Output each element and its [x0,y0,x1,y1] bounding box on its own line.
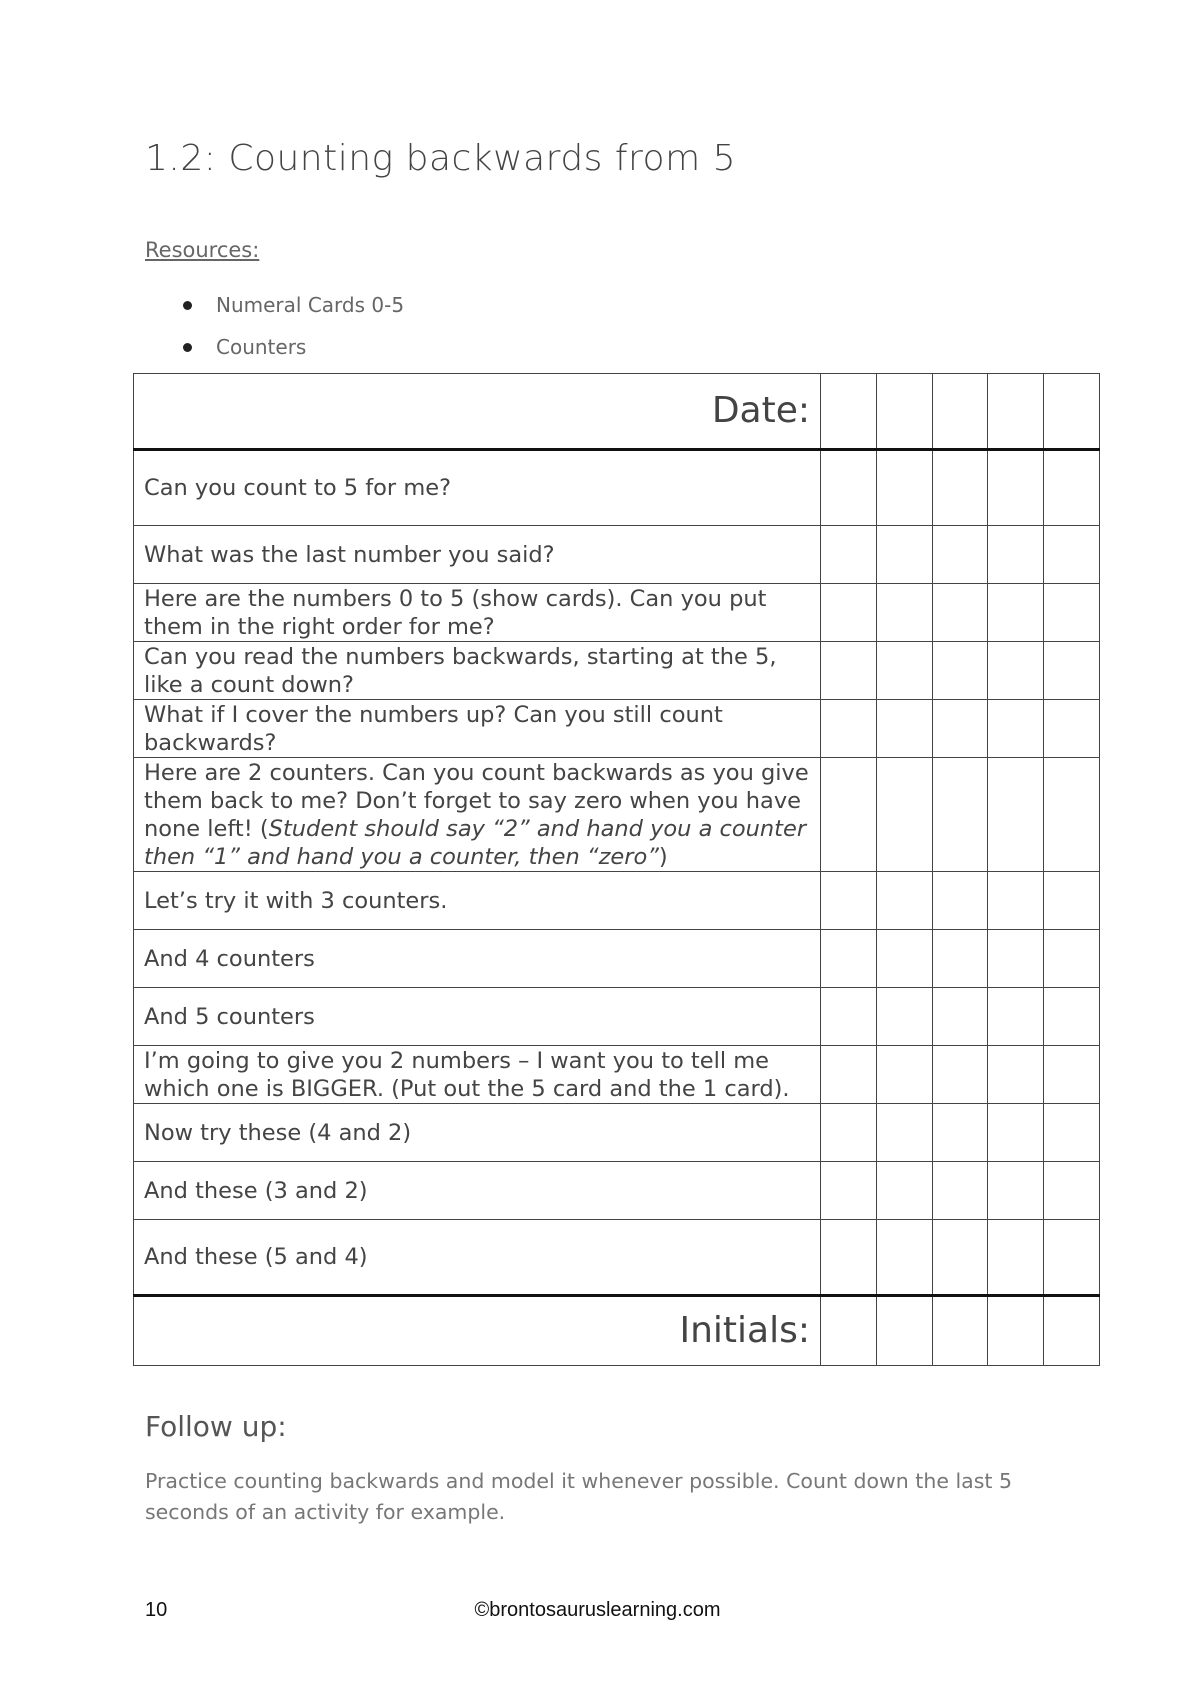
check-cell[interactable] [1044,872,1100,930]
check-cell[interactable] [932,872,988,930]
check-cell[interactable] [1044,1104,1100,1162]
question-main-text: Let’s try it with 3 counters. [144,887,448,914]
page-title: 1.2: Counting backwards from 5 [145,138,736,179]
check-cell[interactable] [1044,1162,1100,1220]
check-cell[interactable] [932,526,988,584]
check-cell[interactable] [932,642,988,700]
check-cell[interactable] [988,642,1044,700]
check-cell[interactable] [988,1162,1044,1220]
check-cell[interactable] [876,526,932,584]
question-row [134,1104,1100,1162]
check-cell[interactable] [932,930,988,988]
check-cell[interactable] [988,584,1044,642]
question-text [134,1220,821,1296]
check-cell[interactable] [1044,450,1100,526]
question-text [134,584,821,642]
check-cell[interactable] [876,872,932,930]
question-text [134,1046,821,1104]
question-main-text: And 5 counters [144,1003,315,1030]
check-cell[interactable] [932,1220,988,1296]
date-label: Date: [134,374,821,450]
question-row [134,1046,1100,1104]
question-text [134,700,821,758]
followup-text: Practice counting backwards and model it whenever possible. Count down the last 5 seconds of an activity for example. [145,1469,1013,1524]
check-cell[interactable] [932,758,988,872]
check-cell[interactable] [821,758,877,872]
check-cell[interactable] [932,1162,988,1220]
check-cell[interactable] [876,642,932,700]
check-cell[interactable] [1044,642,1100,700]
check-cell[interactable] [988,700,1044,758]
check-cell[interactable] [932,450,988,526]
check-cell[interactable] [821,988,877,1046]
resource-item: Numeral Cards 0-5 [180,290,404,332]
check-cell[interactable] [876,450,932,526]
check-cell[interactable] [876,930,932,988]
question-text [134,450,821,526]
question-text [134,642,821,700]
date-cell[interactable] [988,374,1044,450]
question-main-text: And these (5 and 4) [144,1244,368,1270]
check-cell[interactable] [988,872,1044,930]
check-cell[interactable] [1044,700,1100,758]
question-main-text: Here are the numbers 0 to 5 (show cards). Can you put them in the right order for me? [144,585,767,640]
initials-cell[interactable] [988,1296,1044,1366]
check-cell[interactable] [988,526,1044,584]
check-cell[interactable] [821,584,877,642]
date-cell[interactable] [932,374,988,450]
question-main-text: And these (3 and 2) [144,1177,368,1204]
question-row [134,526,1100,584]
question-row [134,1162,1100,1220]
question-main-text: What if I cover the numbers up? Can you still count backwards? [144,701,723,756]
check-cell[interactable] [988,988,1044,1046]
followup-title: Follow up: [145,1410,287,1443]
footer-copyright-wrap [0,1599,1190,1622]
initials-cell[interactable] [932,1296,988,1366]
check-cell[interactable] [876,988,932,1046]
check-cell[interactable] [876,758,932,872]
check-cell[interactable] [876,1104,932,1162]
check-cell[interactable] [821,526,877,584]
question-main-text: Can you count to 5 for me? [144,475,452,501]
question-text [134,872,821,930]
date-row [134,374,1100,450]
question-row [134,930,1100,988]
initials-label: Initials: [134,1296,821,1366]
question-text [134,1162,821,1220]
question-text [134,930,821,988]
check-cell[interactable] [1044,1220,1100,1296]
question-row [134,1220,1100,1296]
check-cell[interactable] [988,1046,1044,1104]
question-italic-note: Student should say “2” and hand you a counter then “1” and hand you a counter, then “zero” [144,815,807,870]
check-cell[interactable] [821,642,877,700]
date-cell[interactable] [876,374,932,450]
check-cell[interactable] [988,450,1044,526]
check-cell[interactable] [821,700,877,758]
check-cell[interactable] [932,700,988,758]
check-cell[interactable] [932,1104,988,1162]
question-row [134,988,1100,1046]
question-main-text: Now try these (4 and 2) [144,1119,412,1146]
question-main-text: I’m going to give you 2 numbers – I want you to tell me which one is BIGGER. (Put out the 5 card and the 1 card). [144,1047,790,1102]
check-cell[interactable] [1044,988,1100,1046]
check-cell[interactable] [821,872,877,930]
question-row [134,584,1100,642]
question-row [134,700,1100,758]
check-cell[interactable] [932,584,988,642]
resources-list [180,290,404,374]
check-cell[interactable] [988,758,1044,872]
check-cell[interactable] [1044,930,1100,988]
question-row [134,758,1100,872]
check-cell[interactable] [932,988,988,1046]
check-cell[interactable] [876,1162,932,1220]
resource-item: Counters [180,332,404,374]
question-main-text: What was the last number you said? [144,541,555,568]
check-cell[interactable] [876,1220,932,1296]
question-text [134,526,821,584]
resources-label: Resources: [145,238,260,262]
footer-copyright: ©brontosauruslearning.com [474,1599,721,1621]
check-cell[interactable] [1044,758,1100,872]
assessment-table-body [134,374,1100,1366]
question-row [134,642,1100,700]
check-cell[interactable] [1044,1046,1100,1104]
check-cell[interactable] [988,1220,1044,1296]
check-cell[interactable] [1044,526,1100,584]
check-cell[interactable] [821,450,877,526]
assessment-table [133,373,1100,1366]
check-cell[interactable] [876,1046,932,1104]
check-cell[interactable] [821,1046,877,1104]
initials-cell[interactable] [876,1296,932,1366]
question-text [134,758,821,872]
check-cell[interactable] [821,1104,877,1162]
question-text [134,988,821,1046]
check-cell[interactable] [988,1104,1044,1162]
question-row [134,450,1100,526]
check-cell[interactable] [876,584,932,642]
initials-cell[interactable] [821,1296,877,1366]
check-cell[interactable] [988,930,1044,988]
question-text [134,1104,821,1162]
question-main-text: And 4 counters [144,945,315,972]
initials-cell[interactable] [1044,1296,1100,1366]
question-main-text: Here are 2 counters. Can you count backwards as you give them back to me? Don’t forget to say zero when you have none left! ( [144,759,809,842]
page-number: 10 [145,1599,168,1621]
question-main-text: Can you read the numbers backwards, starting at the 5, like a count down? [144,643,777,698]
question-suffix: ) [658,843,668,870]
date-cell[interactable] [1044,374,1100,450]
check-cell[interactable] [821,1162,877,1220]
check-cell[interactable] [821,930,877,988]
initials-row [134,1296,1100,1366]
check-cell[interactable] [821,1220,877,1296]
check-cell[interactable] [932,1046,988,1104]
check-cell[interactable] [876,700,932,758]
question-row [134,872,1100,930]
check-cell[interactable] [1044,584,1100,642]
date-cell[interactable] [821,374,877,450]
